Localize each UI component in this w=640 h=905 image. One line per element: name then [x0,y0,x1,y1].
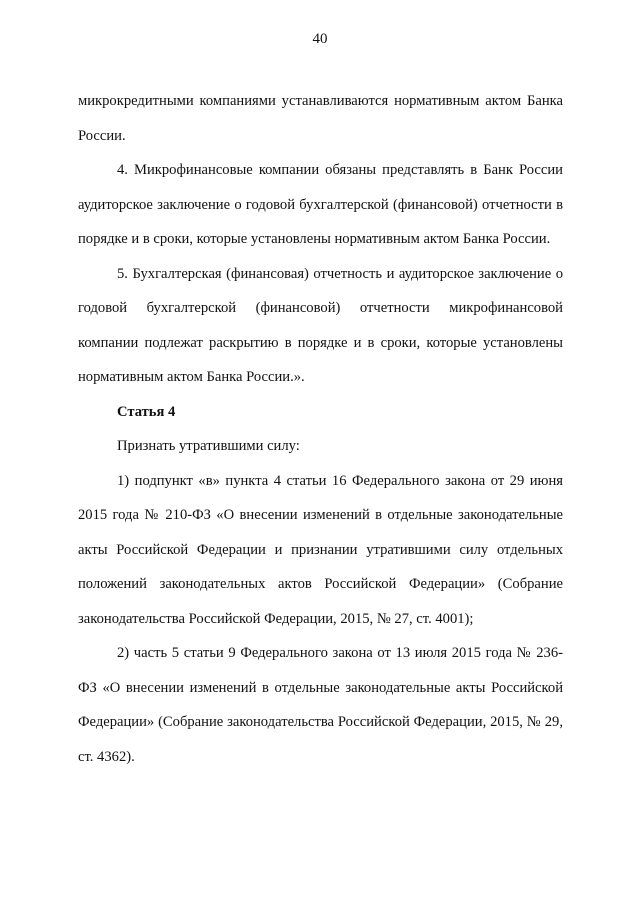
article-heading: Статья 4 [117,403,176,420]
paragraph-continuation: микрокредитными компаниями устанавливаются нормативным актом Банка России. [78,93,563,144]
page-number: 40 [312,31,328,47]
document-body [78,84,563,774]
paragraph-subitem-2: 2) часть 5 статьи 9 Федерального закона от 13 июля 2015 года № 236-ФЗ «О внесении изменений в отдельные законодательные акты Российской Федерации» (Собрание законодательства Российской Федерации, 2015, № 29, ст. 4362). [78,645,563,765]
paragraph-subitem-1: 1) подпункт «в» пункта 4 статьи 16 Федерального закона от 29 июня 2015 года № 210-ФЗ «О внесении изменений в отдельные законодательные акты Российской Федерации и признании утратившими силу отдельных положений законодательных актов Российской Федерации» (Собрание законодательства Российской Федерации, 2015, № 27, ст. 4001); [78,472,563,627]
paragraph-item-5: 5. Бухгалтерская (финансовая) отчетность и аудиторское заключение о годовой бухгалтерской (финансовой) отчетности микрофинансовой компании подлежат раскрытию в порядке и в сроки, которые установлены нормативным актом Банка России.». [78,265,563,385]
paragraph-intro: Признать утратившими силу: [117,438,300,454]
paragraph-item-4: 4. Микрофинансовые компании обязаны представлять в Банк России аудиторское заключение о годовой бухгалтерской (финансовой) отчетности в порядке и в сроки, которые установлены нормативным актом Банка России. [78,162,563,247]
